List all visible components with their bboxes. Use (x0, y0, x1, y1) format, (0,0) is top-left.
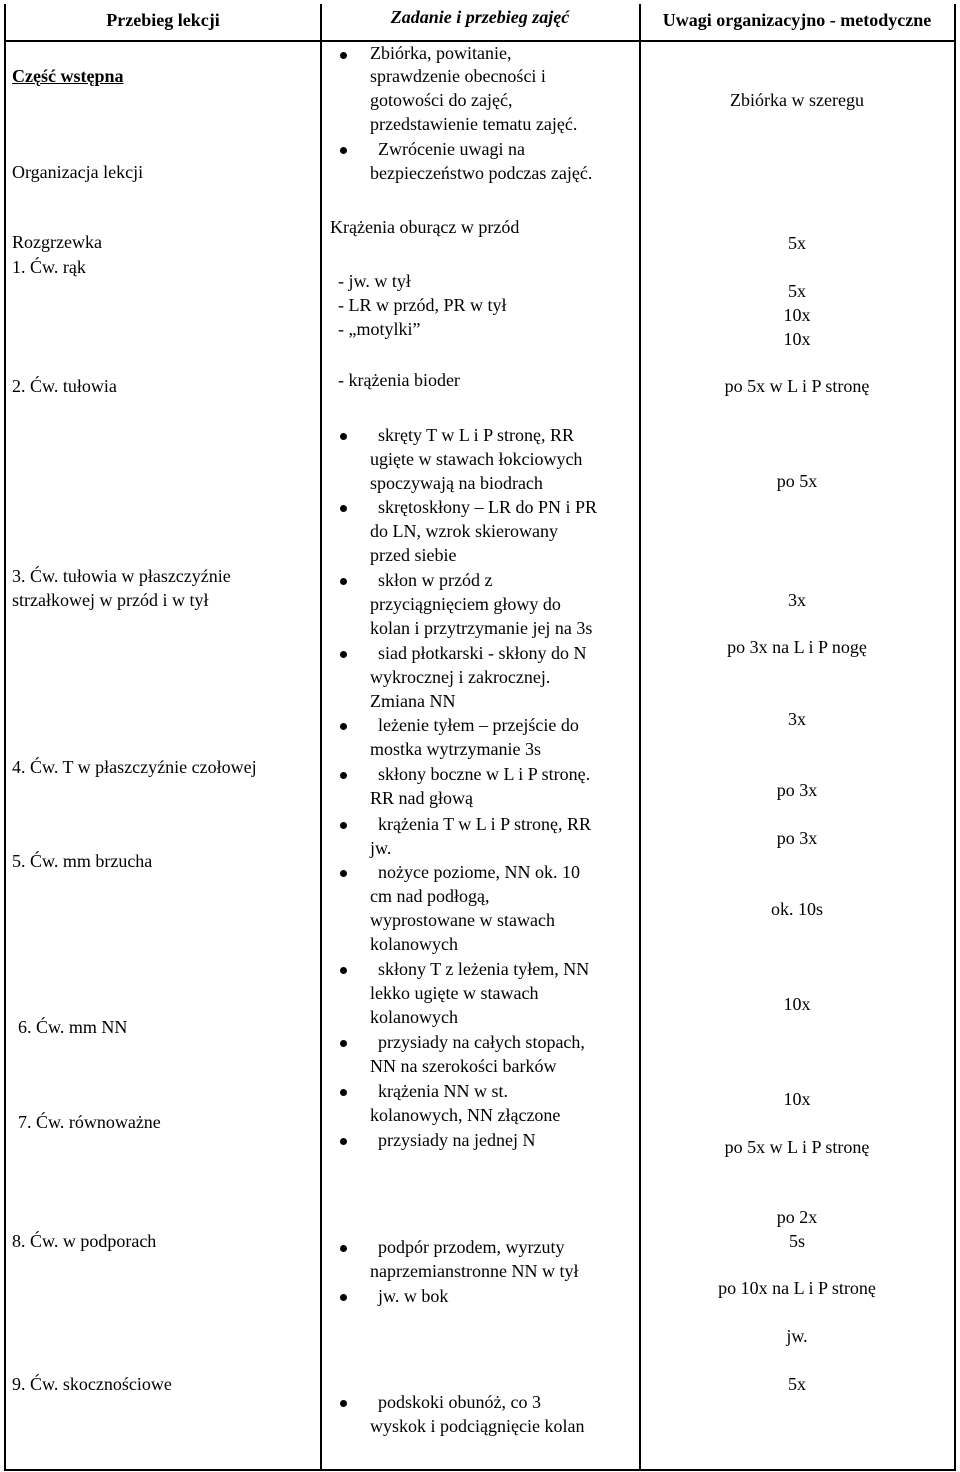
exercise-line: nożyce poziome, NN ok. 10 (378, 862, 580, 882)
bullet-icon (340, 147, 347, 154)
label-ex6: 6. Ćw. mm NN (18, 1017, 128, 1037)
bullet-icon (340, 1400, 347, 1407)
bullet-icon (340, 433, 347, 440)
section-title-intro: Część wstępna (12, 66, 124, 86)
note-warmup: 5x (788, 233, 806, 253)
exercise-line: skłony boczne w L i P stronę. (378, 764, 591, 784)
bullet-icon (340, 505, 347, 512)
label-ex9: 9. Ćw. skocznościowe (12, 1374, 172, 1394)
note-main: po 3x (776, 780, 818, 800)
intro-task-line: gotowości do zajęć, (370, 90, 513, 110)
table-border-right (954, 4, 956, 1471)
header-col-lesson: Przebieg lekcji (106, 10, 220, 30)
bullet-icon (340, 1294, 347, 1301)
note-main: 3x (788, 590, 806, 610)
label-ex2: 2. Ćw. tułowia (12, 376, 117, 396)
exercise-line: skłon w przód z (378, 570, 493, 590)
exercise-line: RR nad głową (370, 788, 473, 808)
note-main: po 3x na L i P nogę (727, 637, 867, 657)
exercise-line: lekko ugięte w stawach (370, 983, 539, 1003)
exercise-line: krążenia NN w st. (378, 1081, 508, 1101)
note-intro: Zbiórka w szeregu (730, 90, 864, 110)
note-main: ok. 10s (770, 899, 824, 919)
exercise-line: podpór przodem, wyrzuty (378, 1237, 565, 1257)
table-divider-1 (320, 4, 322, 1471)
warmup-dash-item: - jw. w tył (338, 271, 411, 291)
note-supports: po 10x na L i P stronę (718, 1278, 876, 1298)
bullet-icon (340, 578, 347, 585)
intro-task-line: Zwrócenie uwagi na (378, 139, 525, 159)
bullet-icon (340, 1040, 347, 1047)
note-main: po 5x w L i P stronę (724, 1137, 870, 1157)
exercise-line: jw. w bok (378, 1286, 449, 1306)
exercise-line: kolan i przytrzymanie jej na 3s (370, 618, 593, 638)
label-ex3: 3. Ćw. tułowia w płaszczyźnie (12, 566, 231, 586)
bullet-icon (340, 822, 347, 829)
note-jumps: 5x (788, 1374, 806, 1394)
exercise-line: skrętoskłony – LR do PN i PR (378, 497, 598, 517)
exercise-line: jw. (370, 838, 392, 858)
exercise-line: spoczywają na biodrach (370, 473, 543, 493)
note-main: po 5x (776, 471, 818, 491)
exercise-line: NN na szerokości barków (370, 1056, 557, 1076)
note-ex2: po 5x w L i P stronę (724, 376, 870, 396)
bullet-icon (340, 1089, 347, 1096)
exercise-line: ugięte w stawach łokciowych (370, 449, 583, 469)
ex2-task: - krążenia bioder (338, 370, 460, 390)
bullet-icon (340, 870, 347, 877)
table-border-bottom (4, 1469, 955, 1471)
exercise-line: cm nad podłogą, (370, 886, 490, 906)
exercise-line: przed siebie (370, 545, 457, 565)
note-main: po 3x (776, 828, 818, 848)
intro-task-line: sprawdzenie obecności i (370, 66, 546, 86)
bullet-icon (340, 52, 347, 59)
header-col-notes: Uwagi organizacyjno - metodyczne (662, 10, 932, 30)
bullet-icon (340, 1245, 347, 1252)
exercise-line: wykrocznej i zakrocznej. (370, 667, 551, 687)
label-ex3: strzałkowej w przód i w tył (12, 590, 209, 610)
exercise-line: siad płotkarski - skłony do N (378, 643, 587, 663)
bullet-icon (340, 723, 347, 730)
note-main: 10x (783, 1089, 811, 1109)
intro-task-line: Zbiórka, powitanie, (370, 43, 512, 63)
exercise-line: kolanowych (370, 1007, 458, 1027)
intro-task-line: przedstawienie tematu zajęć. (370, 114, 578, 134)
exercise-line: przyciągnięciem głowy do (370, 594, 561, 614)
note-warmup: 10x (783, 305, 811, 325)
note-supports: po 2x (776, 1207, 818, 1227)
exercise-line: przysiady na całych stopach, (378, 1032, 585, 1052)
label-ex8: 8. Ćw. w podporach (12, 1231, 157, 1251)
note-main: 10x (783, 994, 811, 1014)
label-ex7: 7. Ćw. równoważne (18, 1112, 161, 1132)
note-warmup: 10x (783, 329, 811, 349)
note-main: 3x (788, 709, 806, 729)
label-organization: Organizacja lekcji (12, 162, 144, 182)
label-ex1: 1. Ćw. rąk (12, 257, 86, 277)
exercise-line: skręty T w L i P stronę, RR (378, 425, 575, 445)
note-warmup: 5x (788, 281, 806, 301)
exercise-line: wyskok i podciągnięcie kolan (370, 1416, 585, 1436)
exercise-line: przysiady na jednej N (378, 1130, 536, 1150)
exercise-line: kolanowych, NN złączone (370, 1105, 561, 1125)
note-supports: jw. (786, 1326, 808, 1346)
exercise-line: krążenia T w L i P stronę, RR (378, 814, 591, 834)
label-ex5: 5. Ćw. mm brzucha (12, 851, 153, 871)
exercise-line: Zmiana NN (370, 691, 456, 711)
header-col-task: Zadanie i przebieg zajęć (390, 7, 570, 27)
warmup-task-main: Krążenia oburącz w przód (330, 217, 520, 237)
exercise-line: podskoki obunóż, co 3 (378, 1392, 541, 1412)
label-ex4: 4. Ćw. T w płaszczyźnie czołowej (12, 757, 257, 777)
exercise-line: naprzemianstronne NN w tył (370, 1261, 579, 1281)
note-supports: 5s (788, 1231, 806, 1251)
exercise-line: do LN, wzrok skierowany (370, 521, 558, 541)
exercise-line: kolanowych (370, 934, 458, 954)
bullet-icon (340, 967, 347, 974)
bullet-icon (340, 772, 347, 779)
warmup-dash-item: - LR w przód, PR w tył (338, 295, 507, 315)
bullet-icon (340, 1138, 347, 1145)
exercise-line: skłony T z leżenia tyłem, NN (378, 959, 590, 979)
label-warmup: Rozgrzewka (12, 232, 102, 252)
intro-task-line: bezpieczeństwo podczas zajęć. (370, 163, 593, 183)
bullet-icon (340, 651, 347, 658)
exercise-line: mostka wytrzymanie 3s (370, 739, 541, 759)
exercise-line: leżenie tyłem – przejście do (378, 715, 579, 735)
table-divider-2 (639, 4, 641, 1471)
warmup-dash-item: - „motylki” (338, 319, 421, 339)
exercise-line: wyprostowane w stawach (370, 910, 555, 930)
table-border-left (4, 4, 6, 1471)
